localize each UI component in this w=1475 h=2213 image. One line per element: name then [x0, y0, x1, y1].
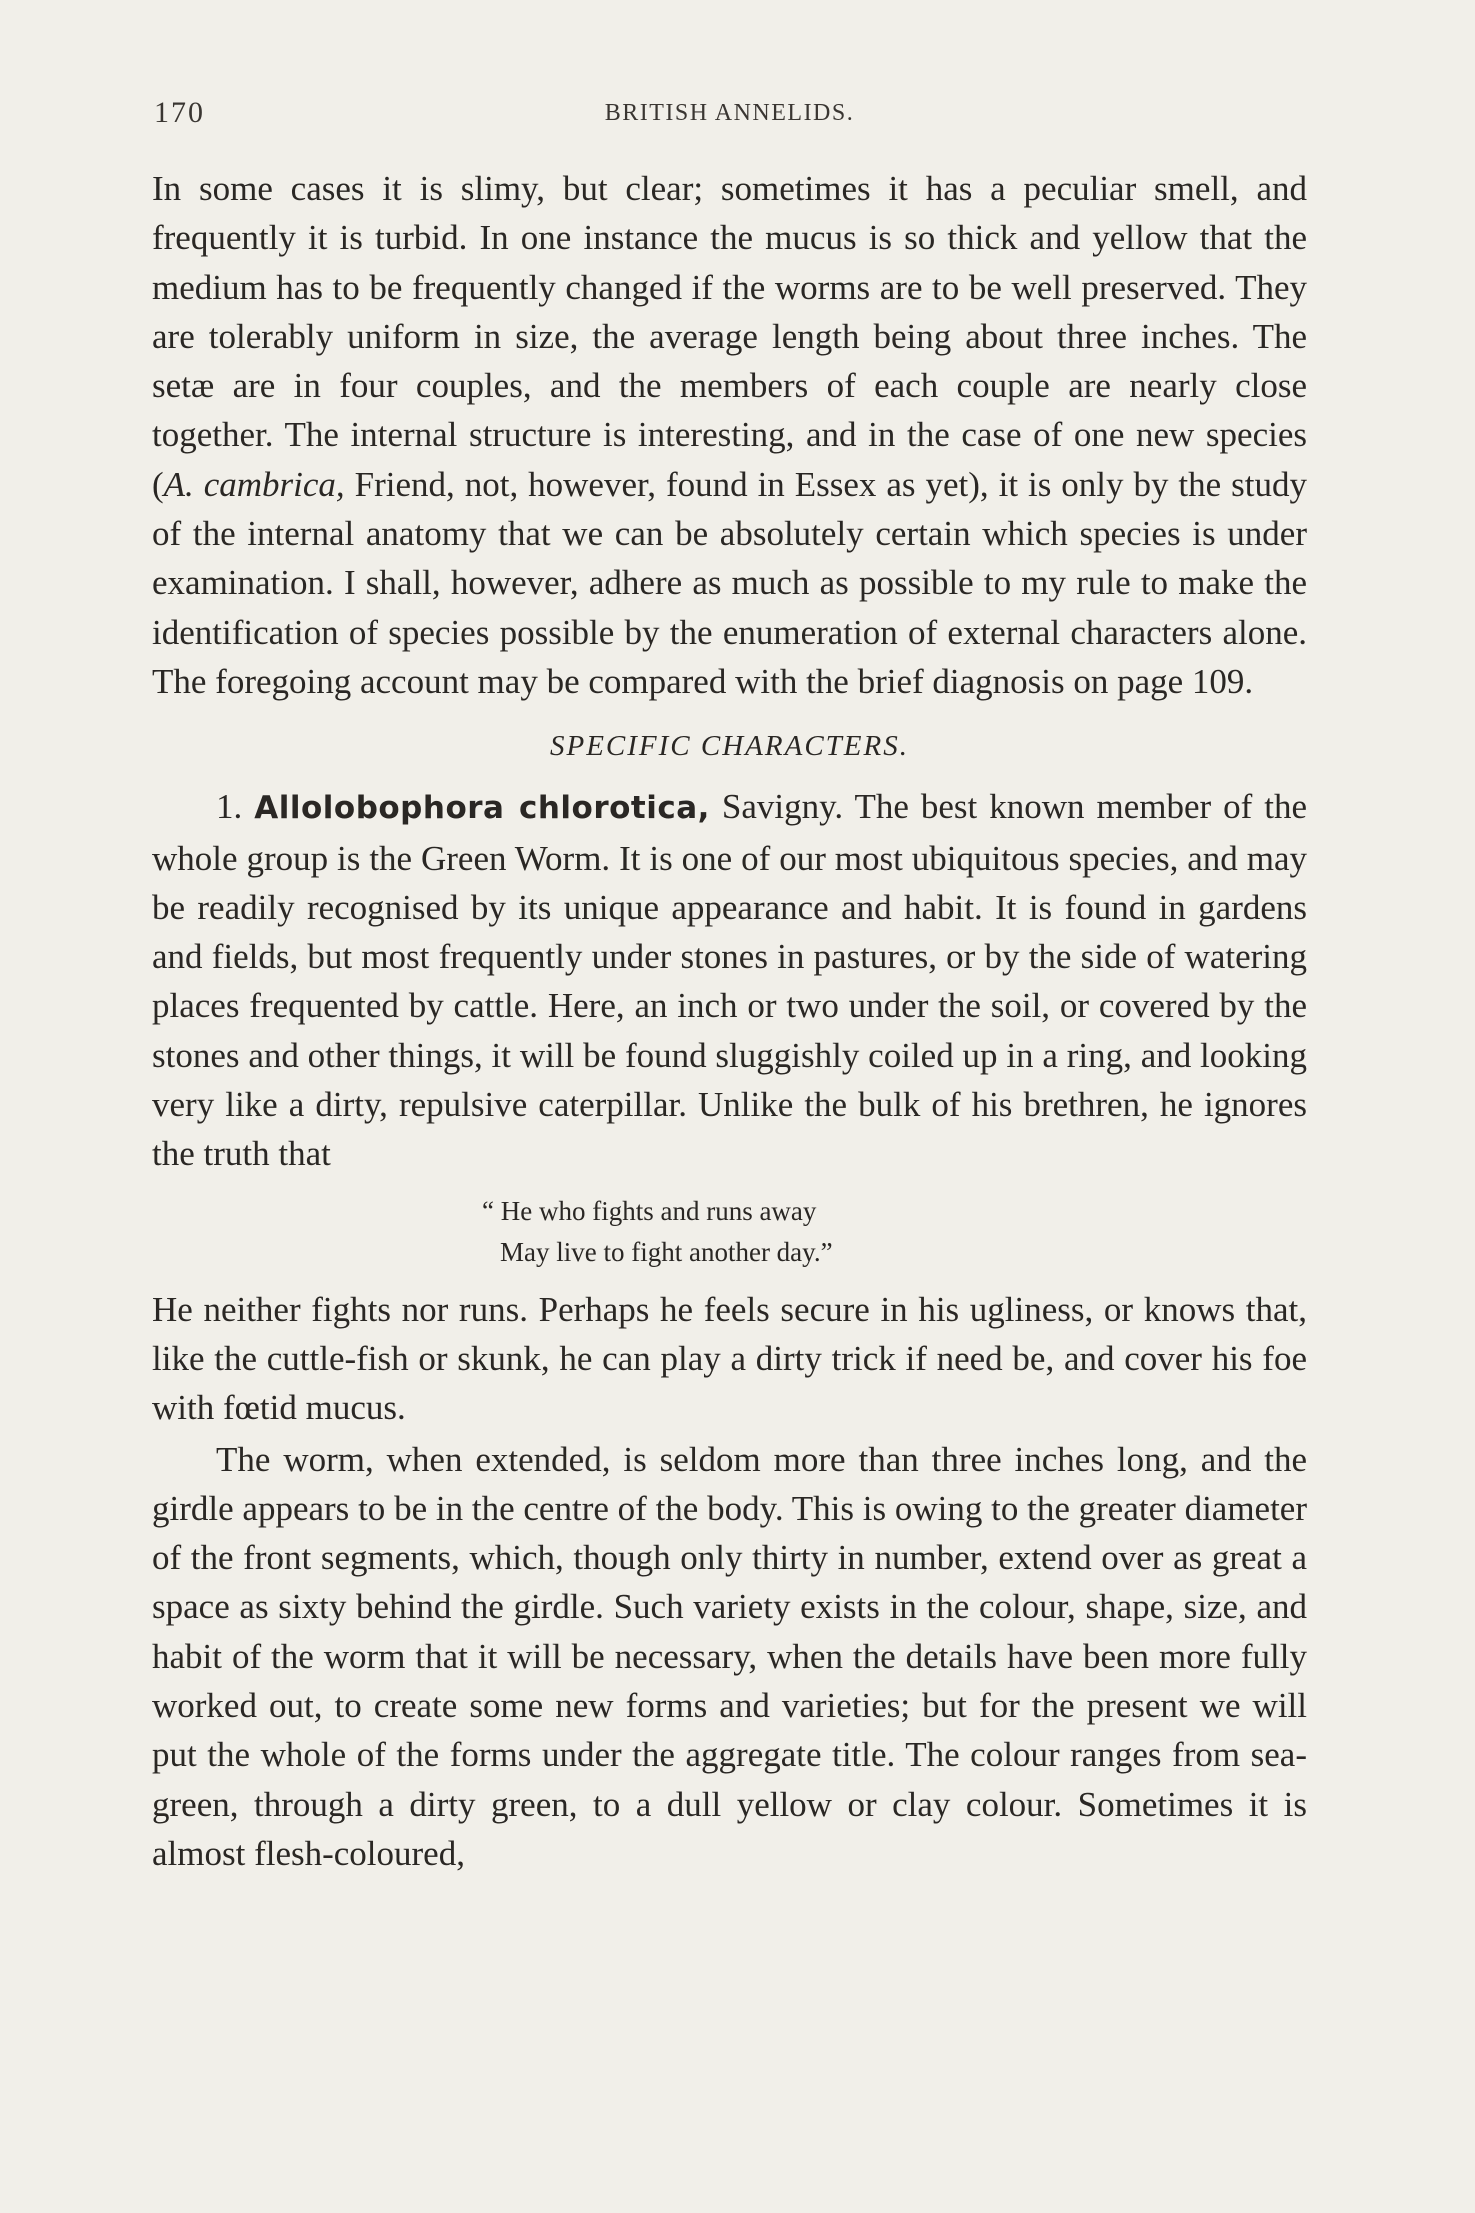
verse-quote: [152, 1191, 1307, 1273]
body-text: [152, 164, 1307, 1878]
paragraph-text-continued: Friend, not, however, found in Essex as yet), it is only by the study of the internal anatomy that we can be absolutely certain which species is under examination. I shall, however, adhere as much as possible to my rule to make the identification of species possible by the enumeration of external characters alone. The foregoing account may be compared with the brief diagnosis on page 109.: [152, 464, 1307, 701]
page-number: 170: [154, 96, 205, 129]
paragraph-text: In some cases it is slimy, but clear; sometimes it has a peculiar smell, and frequently it is turbid. In one instance the mucus is so thick and yellow that the medium has to be frequently changed if the worms are to be well preserved. They are tolerably uniform in size, the average length being about three inches. The setæ are in four couples, and the members of each couple are nearly close together. The internal structure is interesting, and in the case of one new species (: [152, 169, 1307, 504]
species-name: Allolobophora chlorotica,: [254, 790, 710, 827]
running-header: [152, 90, 1307, 130]
species-italic-name: A. cambrica,: [163, 464, 345, 504]
species-number: 1.: [216, 787, 243, 827]
paragraph-neither-fights: He neither fights nor runs. Perhaps he feels secure in his ugliness, or knows that, like the cuttle-fish or skunk, he can play a dirty trick if need be, and cover his foe with fœtid mucus.: [152, 1289, 1307, 1428]
section-heading: SPECIFIC CHARACTERS.: [550, 730, 909, 763]
quote-line-2: May live to fight another day.”: [500, 1236, 833, 1267]
running-title: BRITISH ANNELIDS.: [604, 100, 855, 126]
paragraph-species-entry: [152, 782, 1307, 1178]
paragraph-mucus-description: [152, 164, 1307, 706]
quote-line-1: “ He who fights and runs away: [482, 1195, 817, 1226]
species-entry-text: Savigny. The best known member of the whole group is the Green Worm. It is one of our most ubiquitous species, and may be readily recognised by its unique appearance and habit. It is found in gardens and fields, but most frequently under stones in pastures, or by the side of watering places frequented by cattle. Here, an inch or two under the soil, or covered by the stones and other things, it will be found sluggishly coiled up in a ring, and looking very like a dirty, repulsive caterpillar. Unlike the bulk of his brethren, he ignores the truth that: [152, 787, 1308, 1174]
book-page: [152, 90, 1307, 1878]
paragraph-worm-description: The worm, when extended, is seldom more than three inches long, and the girdle appears to be in the centre of the body. This is owing to the greater diameter of the front segments, which, though only thirty in number, extend over as great a space as sixty behind the girdle. Such variety exists in the colour, shape, size, and habit of the worm that it will be necessary, when the details have been more fully worked out, to create some new forms and varieties; but for the present we will put the whole of the forms under the aggregate title. The colour ranges from sea-green, through a dirty green, to a dull yellow or clay colour. Sometimes it is almost flesh-coloured,: [152, 1439, 1307, 1873]
